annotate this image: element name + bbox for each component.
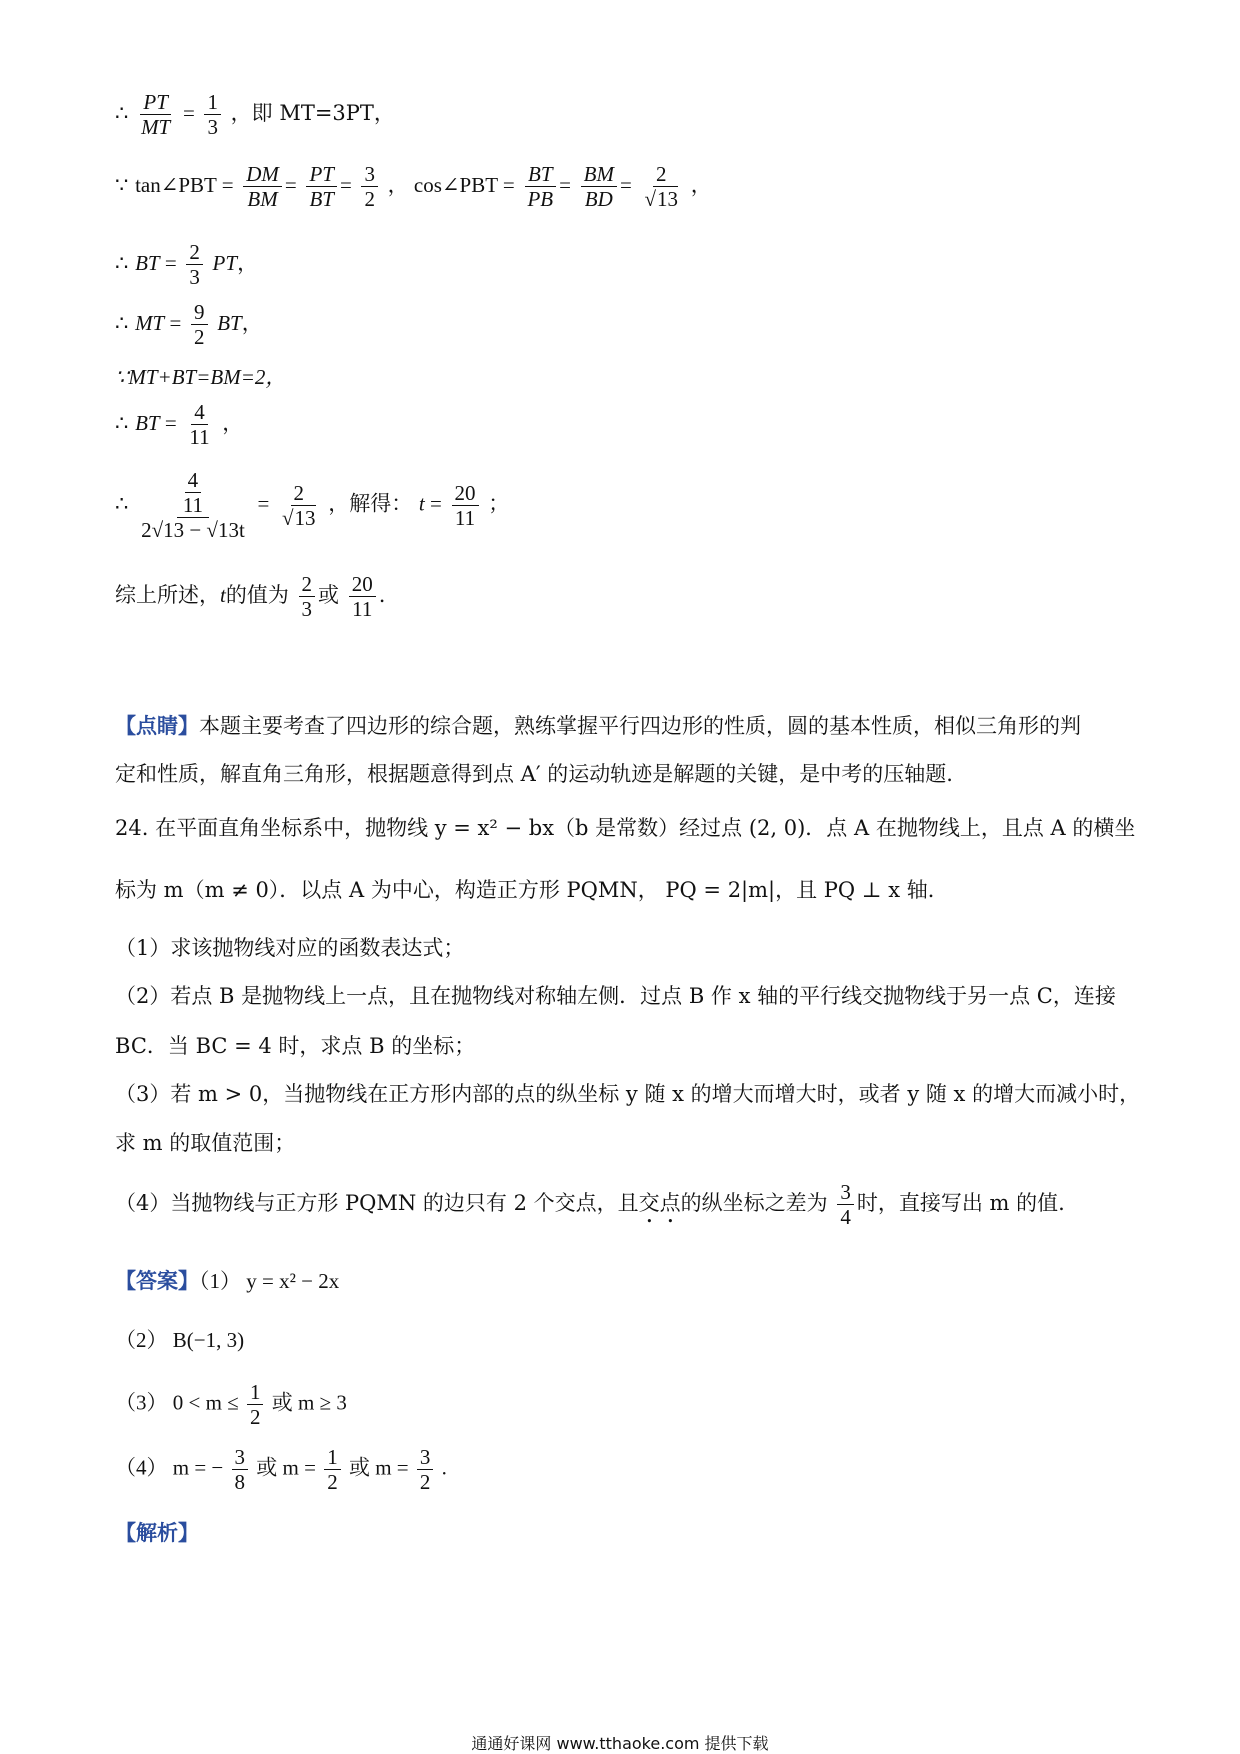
answer-3: （3） 0 < m ≤ $\frac{1}{2}$ 或 m ≥ 3 [115,1380,347,1430]
question-1: （1）求该抛物线对应的函数表达式； [115,936,465,960]
question-3-line-2: 求 m 的取值范围； [115,1131,296,1155]
answer-2: （2） B(−1, 3) [115,1328,245,1352]
footer-text: 通通好课网 www.tthaoke.com 提供下载 [471,1734,769,1753]
solution-line-2: ∵ tan∠PBT = $\frac{DM}{BM}$ = $\frac{PT}{BT}$ = $\frac{3}{2}$ ， cos∠PBT = $\frac{BT}{PB}$ = $\frac{BM}{BD}$ = $\frac{2}{√13}$ ， [115,162,712,212]
question-2-line-1: （2）若点 B 是抛物线上一点，且在抛物线对称轴左侧．过点 B 作 x 轴的平行线交抛物线于另一点 C，连接 [115,984,1116,1008]
summary-line: 综上所述，t的值为 $\frac{2}{3}$ 或 $\frac{20}{11}$ . [115,572,386,622]
therefore-symbol: ∴ [115,101,129,126]
answer-1: 【答案】（1） y = x² − 2x [115,1268,340,1293]
answer-4: （4） m = − $\frac{3}{8}$ 或 m = $\frac{1}{2}$ 或 m = $\frac{3}{2}$ . [115,1445,447,1495]
comment-line-1: 【点睛】本题主要考查了四边形的综合题，熟练掌握平行四边形的性质，圆的基本性质，相似三角形的判 [115,713,1081,738]
solution-line-7: ∴ $\frac{\frac{4}{11}}{2√13 - √13t}$ = $\frac{2}{√13}$ ，解得： t = $\frac{20}{11}$ ； [115,468,510,543]
solution-line-5: ∵MT+BT=BM=2， [115,365,287,389]
comment-tag: 【点睛】 [115,713,199,738]
problem-line-2: 标为 m（m ≠ 0）．以点 A 为中心，构造正方形 PQMN， PQ = 2|m|，且 PQ ⊥ x 轴． [115,878,949,902]
question-4: （4）当抛物线与正方形 PQMN 的边只有 2 个交点，且交点的纵坐标之差为 $\frac{3}{4}$ 时，直接写出 m 的值. [115,1180,1065,1230]
fraction: $\frac{1}{3}$ [204,90,221,139]
solution-line-6: ∴ BT = $\frac{4}{11}$ ， [115,400,244,450]
solution-line-4: ∴ MT = $\frac{9}{2}$ BT， [115,300,263,350]
problem-line-1: 24. 在平面直角坐标系中，抛物线 y = x² − bx（b 是常数）经过点 (2, 0)．点 A 在抛物线上，且点 A 的横坐 [115,816,1136,840]
solution-line-1: ∴ $\frac{PT}{MT}$ = $\frac{1}{3}$ ，即 MT=3PT， [115,90,395,140]
analysis-tag: 【解析】 [115,1520,199,1545]
question-2-line-2: BC．当 BC = 4 时，求点 B 的坐标； [115,1034,476,1058]
complex-fraction: $\frac{\frac{4}{11}}{2√13 - √13t}$ [141,468,245,543]
question-3-line-1: （3）若 m > 0，当抛物线在正方形内部的点的纵坐标 y 随 x 的增大而增大时，或者 y 随 x 的增大而减小时， [115,1082,1141,1106]
solution-line-3: ∴ BT = $\frac{2}{3}$ PT， [115,240,259,290]
fraction: $\frac{PT}{MT}$ [141,90,171,140]
answer-tag: 【答案】 [115,1268,199,1293]
comment-line-2: 定和性质，解直角三角形，根据题意得到点 A′ 的运动轨迹是解题的关键，是中考的压轴题. [115,762,953,786]
